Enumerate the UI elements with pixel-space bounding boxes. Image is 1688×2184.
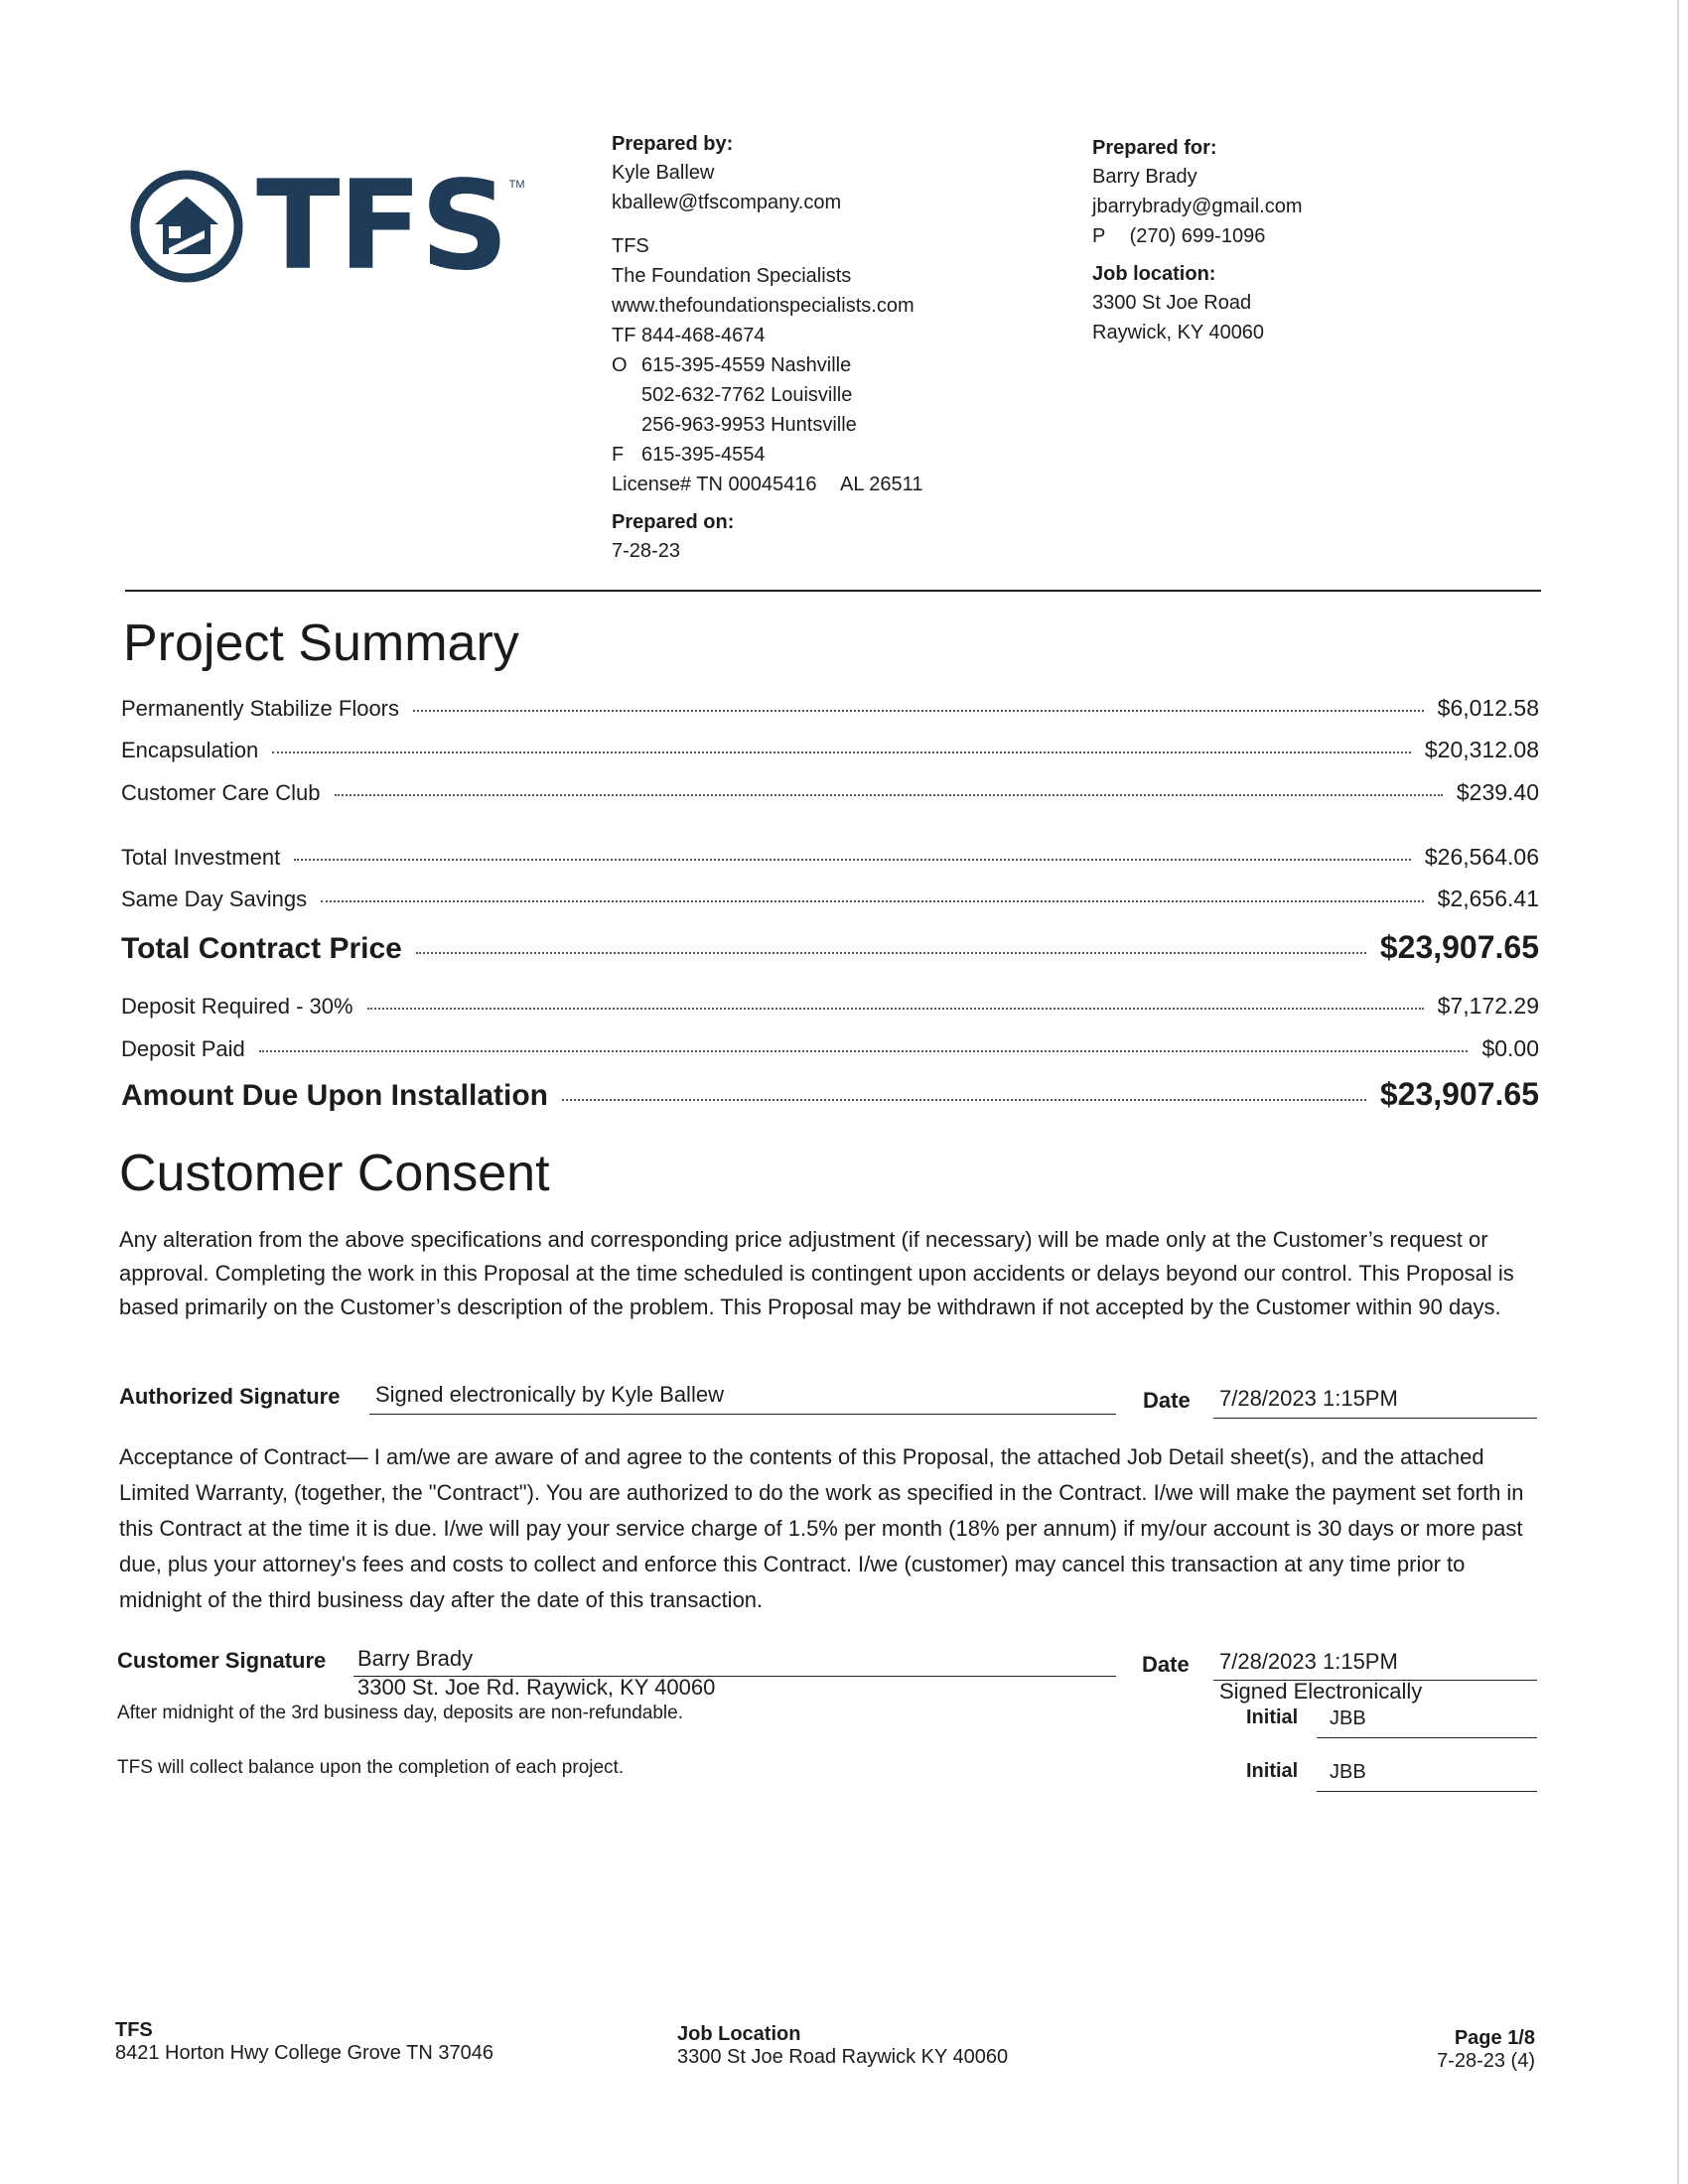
prepared-on-date: 7-28-23 (612, 540, 680, 562)
summary-row-total-contract-price (121, 929, 1539, 966)
summary-row-deposit-paid (121, 1035, 1539, 1062)
customer-name: Barry Brady (1092, 166, 1197, 188)
summary-row-care-club (121, 779, 1539, 806)
footer-job-block (677, 2023, 1008, 2069)
authorized-date-label: Date (1143, 1388, 1191, 1413)
job-address-line1: 3300 St Joe Road (1092, 292, 1252, 314)
leader-dots (562, 1099, 1366, 1101)
footer-page-number: Page 1/8 (1454, 2027, 1535, 2049)
authorized-signature-value: Signed electronically by Kyle Ballew (375, 1382, 724, 1407)
customer-signature-label: Customer Signature (117, 1648, 327, 1673)
office-phone-nashville: 615-395-4559 Nashville (641, 354, 852, 376)
customer-signature-address: 3300 St. Joe Rd. Raywick, KY 40060 (357, 1675, 716, 1700)
item-name: Customer Care Club (121, 780, 321, 805)
office-phone-huntsville: 256-963-9953 Huntsville (641, 414, 857, 436)
fax-number: 615-395-4554 (641, 444, 766, 466)
leader-dots (367, 1008, 1424, 1010)
item-name: Same Day Savings (121, 887, 308, 911)
authorized-date-line (1213, 1418, 1537, 1419)
phone-label: P (1092, 225, 1106, 247)
toll-free-line (612, 321, 922, 350)
initial-value-1: JBB (1330, 1707, 1366, 1729)
customer-email: jbarrybrady@gmail.com (1092, 196, 1303, 217)
footer-company: TFS (115, 2019, 153, 2041)
consent-paragraph: Any alteration from the above specifications and corresponding price adjustment (if necessary) will be made only at the Customer’s request or approval. Completing the work in this Proposal at the time scheduled is contingent upon accidents or delays beyond our control. This Proposal is based primarily on the Customer’s description of the problem. This Proposal may be withdrawn if not accepted by the Customer within 90 days. (119, 1227, 1514, 1319)
prepared-for-block (1092, 137, 1302, 347)
license-line (612, 470, 922, 499)
office-phone-louisville: 502-632-7762 Louisville (641, 384, 853, 406)
preparer-name: Kyle Ballew (612, 162, 715, 184)
header-divider (125, 590, 1541, 592)
item-name: Total Investment (121, 845, 281, 870)
customer-signature-name: Barry Brady (357, 1646, 474, 1671)
item-amount: $239.40 (1456, 779, 1539, 805)
fax-line (612, 440, 922, 470)
item-amount: $26,564.06 (1424, 844, 1539, 870)
item-name: Deposit Required - 30% (121, 994, 353, 1019)
company-short: TFS (612, 235, 649, 257)
item-amount: $23,907.65 (1379, 1076, 1539, 1112)
acceptance-paragraph: Acceptance of Contract— I am/we are aware of and agree to the contents of this Proposal, the attached Job Detail sheet(s), and the attached Limited Warranty, (together, the "Contract"). You are authorized to do the work as specified in the Contract. I/we will make the payment set forth in this Contract at the time it is due. I/we will pay your service charge of 1.5% per month (18% per annum) if my/our account is 30 days or more past due, plus your attorney's fees and costs to collect and enforce this Contract. I/we (customer) may cancel this transaction at any time prior to midnight of the third business day after the date of this transaction. (119, 1444, 1524, 1612)
summary-row-stabilize (121, 695, 1539, 722)
customer-consent-title: Customer Consent (119, 1145, 550, 1202)
office-label: O (612, 354, 628, 376)
item-name: Permanently Stabilize Floors (121, 696, 400, 721)
summary-row-deposit-required (121, 993, 1539, 1020)
authorized-date-value: 7/28/2023 1:15PM (1219, 1386, 1398, 1411)
footer-company-address: 8421 Horton Hwy College Grove TN 37046 (115, 2042, 493, 2064)
leader-dots (272, 751, 1411, 753)
initial-line-2 (1317, 1791, 1537, 1792)
company-website: www.thefoundationspecialists.com (612, 295, 914, 317)
leader-dots (259, 1050, 1469, 1052)
signed-electronically-text: Signed Electronically (1219, 1679, 1423, 1704)
toll-free-label: TF (612, 325, 636, 346)
leader-dots (294, 859, 1411, 861)
leader-dots (416, 952, 1366, 954)
summary-row-encapsulation (121, 737, 1539, 763)
scan-edge (1677, 0, 1679, 2184)
license-tn: License# TN 00045416 (612, 474, 817, 495)
footer-page-block (1291, 2027, 1535, 2073)
initial-label-1: Initial (1246, 1706, 1299, 1728)
initial-line-1 (1317, 1737, 1537, 1738)
item-name: Amount Due Upon Installation (121, 1079, 548, 1112)
customer-date-value: 7/28/2023 1:15PM (1219, 1649, 1398, 1674)
initial-value-2: JBB (1330, 1761, 1366, 1783)
preparer-email: kballew@tfscompany.com (612, 192, 842, 213)
footer-page-ref: 7-28-23 (4) (1437, 2050, 1535, 2072)
company-name: The Foundation Specialists (612, 265, 852, 287)
item-amount: $2,656.41 (1437, 886, 1539, 911)
leader-dots (321, 900, 1424, 902)
job-address-line2: Raywick, KY 40060 (1092, 322, 1265, 343)
authorized-signature-line (369, 1414, 1116, 1415)
prepared-by-block (612, 133, 922, 566)
prepared-on-label: Prepared on: (612, 511, 735, 533)
item-name: Deposit Paid (121, 1036, 245, 1061)
toll-free-phone: 844-468-4674 (641, 325, 766, 346)
footer-company-block (115, 2019, 493, 2065)
prepared-for-label: Prepared for: (1092, 137, 1217, 159)
initial-label-2: Initial (1246, 1760, 1299, 1782)
footer-job-label: Job Location (677, 2023, 801, 2045)
balance-note: TFS will collect balance upon the completion of each project. (117, 1757, 625, 1778)
house-badge-icon (129, 169, 244, 284)
footer-job-address: 3300 St Joe Road Raywick KY 40060 (677, 2046, 1009, 2068)
item-name: Total Contract Price (121, 932, 402, 965)
logo-trademark: TM (508, 179, 525, 191)
logo-text: TFS (256, 155, 507, 298)
customer-date-label: Date (1142, 1652, 1190, 1677)
job-location-label: Job location: (1092, 263, 1216, 285)
item-amount: $23,907.65 (1379, 929, 1539, 965)
customer-phone: (270) 699-1096 (1129, 225, 1266, 247)
project-summary-title: Project Summary (123, 614, 519, 672)
item-amount: $6,012.58 (1437, 695, 1539, 721)
item-amount: $0.00 (1481, 1035, 1539, 1061)
item-amount: $20,312.08 (1424, 737, 1539, 762)
office-phones (612, 350, 922, 440)
summary-row-amount-due (121, 1076, 1539, 1113)
item-name: Encapsulation (121, 738, 259, 762)
summary-row-same-day-savings (121, 886, 1539, 912)
authorized-signature-label: Authorized Signature (119, 1384, 341, 1409)
leader-dots (413, 710, 1424, 712)
summary-row-total-investment (121, 844, 1539, 871)
customer-phone-line (1092, 221, 1302, 251)
item-amount: $7,172.29 (1437, 993, 1539, 1019)
leader-dots (335, 794, 1443, 796)
license-al: AL 26511 (840, 474, 923, 495)
fax-label: F (612, 444, 625, 466)
tfs-logo (129, 155, 525, 298)
non-refundable-note: After midnight of the 3rd business day, deposits are non-refundable. (117, 1703, 683, 1723)
prepared-by-label: Prepared by: (612, 133, 734, 155)
